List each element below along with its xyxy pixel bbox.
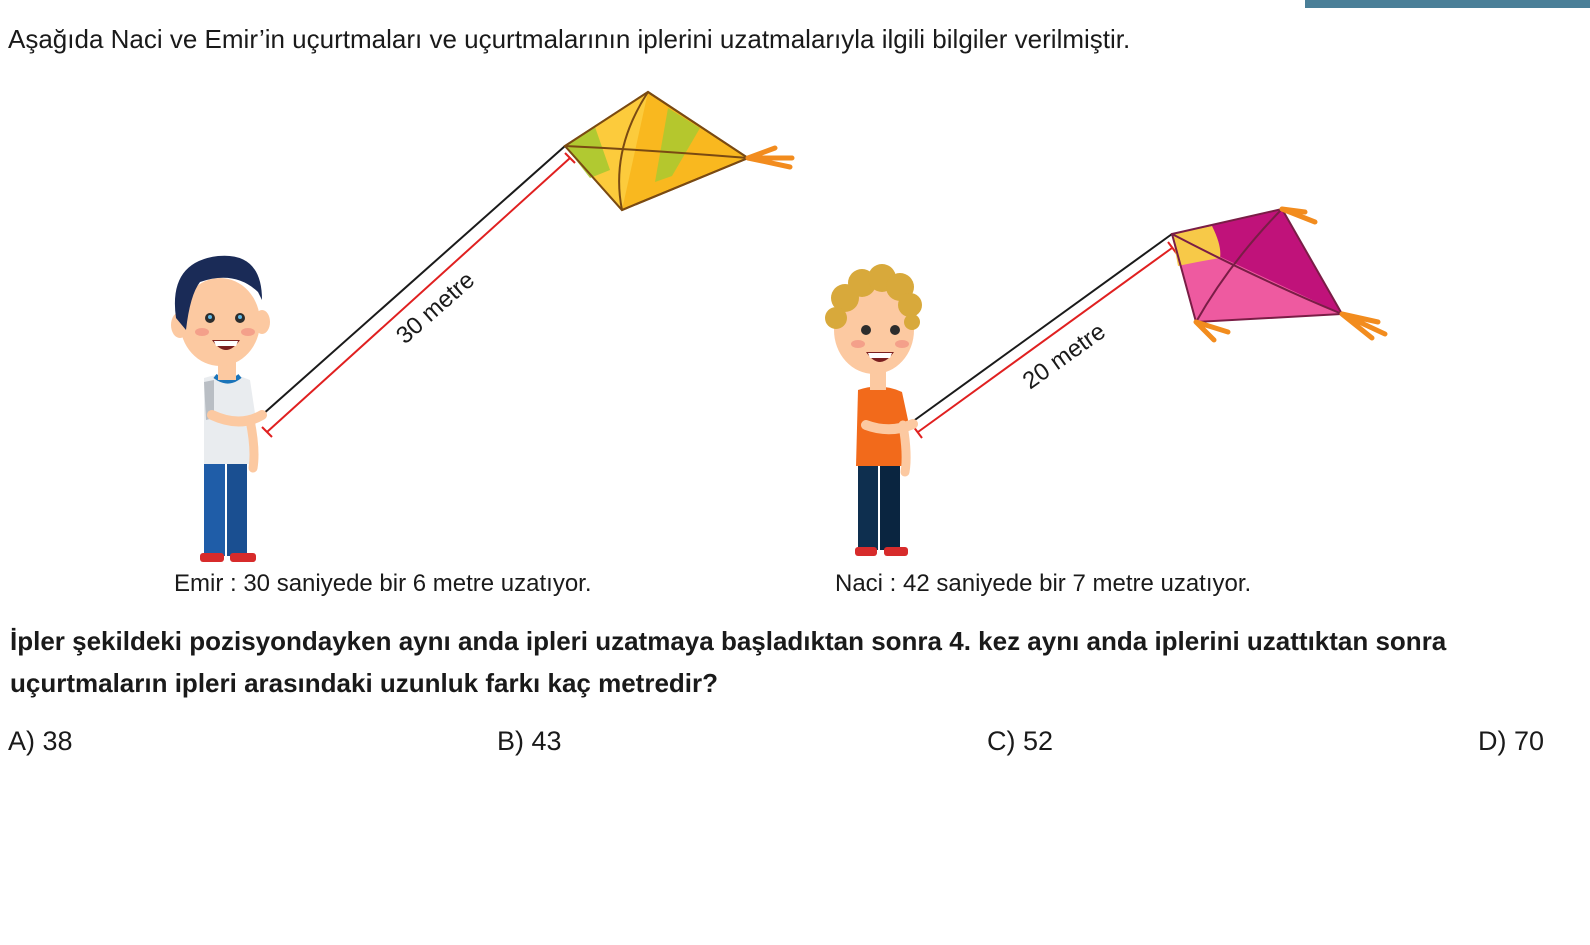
naci-figure: [825, 209, 1385, 556]
header-accent-bar: [1305, 0, 1590, 8]
naci-kite: [1172, 209, 1385, 340]
emir-measure-line: [262, 153, 575, 437]
naci-measure-line: [913, 242, 1177, 438]
naci-caption: Naci : 42 saniyede bir 7 metre uzatıyor.: [835, 570, 1252, 597]
option-c[interactable]: C) 52: [987, 726, 1054, 756]
emir-boy: [171, 256, 270, 562]
intro-text: Aşağıda Naci ve Emir’in uçurtmaları ve uçurtmalarının iplerini uzatmalarıyla ilgili bilgiler verilmiştir.: [8, 24, 1131, 54]
emir-figure: [171, 92, 792, 562]
emir-caption: Emir : 30 saniyede bir 6 metre uzatıyor.: [174, 570, 592, 597]
option-d[interactable]: D) 70: [1478, 726, 1545, 756]
emir-kite: [565, 92, 792, 210]
kite-illustration: [0, 80, 1590, 570]
option-a[interactable]: A) 38: [8, 726, 73, 756]
naci-boy: [825, 264, 922, 556]
option-b[interactable]: B) 43: [497, 726, 562, 756]
naci-string-label: 20 metre: [1017, 317, 1111, 395]
emir-string-label: 30 metre: [391, 266, 480, 350]
question-text: İpler şekildeki pozisyondayken aynı anda ipleri uzatmaya başladıktan sonra 4. kez aynı anda iplerini uzattıktan sonra uçurtmaların ipleri arasındaki uzunluk farkı kaç metredir?: [10, 626, 1447, 698]
